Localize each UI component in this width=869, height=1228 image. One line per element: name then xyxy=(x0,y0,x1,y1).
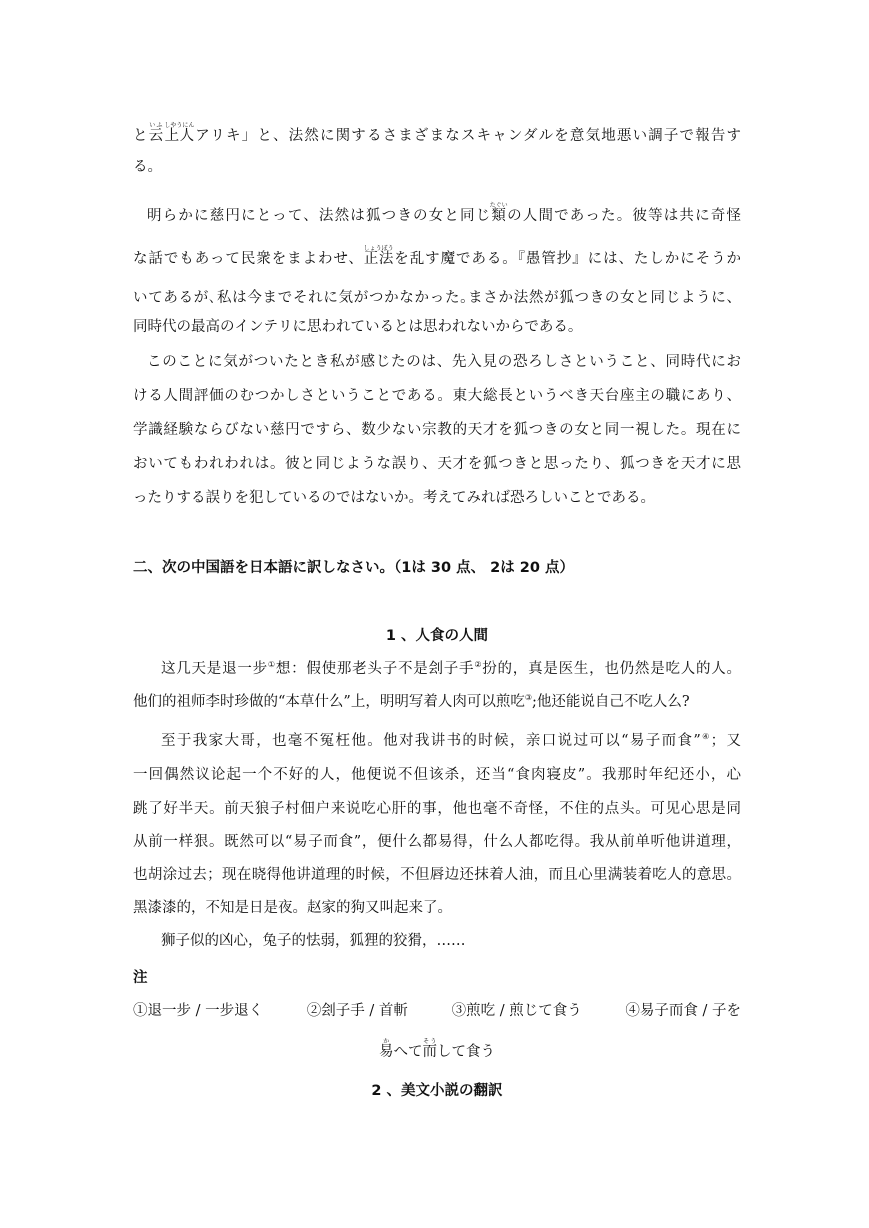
notes-row xyxy=(133,999,741,1020)
subsection2-title: 2 、美文小説の翻訳 xyxy=(371,1083,503,1099)
ruby-shounin: 上人しやうにん xyxy=(164,122,195,144)
note-4-continuation: 易かへて而そうして食う xyxy=(379,1038,495,1060)
footnote-mark-2: ② xyxy=(474,660,483,669)
footnote-mark-4: ④ xyxy=(700,732,711,741)
ruby-shoubou: 正法しょうぼう xyxy=(363,245,394,267)
zh-line-9: 狮子似的凶心，兔子的怯弱，狐狸的狡猾，…… xyxy=(161,933,466,949)
jp-text: アリキ」と、法然に関するさまざまなスキャンダルを意気地悪い調子で報告す xyxy=(194,128,742,144)
zh-line-1: 这几天是退一步①想：假使那老头子不是刽子手②扮的，真是医生，也仍然是吃人的人。 xyxy=(161,660,742,677)
jp-line-9: 学識経験ならびない慈円ですら、数少ない宗教的天才を狐つきの女と同一視した。現在に xyxy=(133,422,741,438)
zh-line-6: 从前一样狠。既然可以“易子而食”，便什么都易得，什么人都吃得。我从前单听他讲道理， xyxy=(133,834,741,850)
zh-line-5: 跳了好半天。前天狼子村佃户来说吃心肝的事，他也毫不奇怪，不住的点头。可见心思是同 xyxy=(133,801,741,817)
note-2: ②刽子手 / 首斬 xyxy=(306,1003,408,1019)
zh-line-3: 至于我家大哥，也毫不冤枉他。他对我讲书的时候，亲口说过可以“易子而食”④；又 xyxy=(161,732,742,749)
jp-line-5: いてあるが､私は今までそれに気がつかなかった｡まさか法然が狐つきの女と同じように、 xyxy=(133,290,741,306)
jp-line-2: る。 xyxy=(133,159,162,175)
jp-line-10: おいてもわれわれは。彼と同じような誤り、天才を狐つきと思ったり、狐つきを天才に思 xyxy=(133,456,741,472)
ruby-tagui: 類たぐい xyxy=(489,202,508,224)
zh-line-7: 也胡涂过去；现在晓得他讲道理的时候，不但唇边还抹着人油，而且心里满装着吃人的意思。 xyxy=(133,867,741,883)
jp-line-3: 明らかに慈円にとって、法然は狐つきの女と同じ類たぐいの人間であった。彼等は共に奇怪 xyxy=(147,202,741,224)
jp-text: と xyxy=(133,128,149,144)
footnote-mark-1: ① xyxy=(267,660,276,669)
notes-label: 注 xyxy=(133,970,148,986)
zh-line-4: 一回偶然议论起一个不好的人，他便说不但该杀，还当“食肉寝皮”。我那时年纪还小，心 xyxy=(133,767,741,783)
subsection1-title: 1 、人食の人間 xyxy=(385,628,489,644)
footnote-mark-3: ③ xyxy=(524,693,532,702)
note-3: ③煎吃 / 煎じて食う xyxy=(451,1003,582,1019)
ruby-ka: 易か xyxy=(379,1038,394,1060)
ruby-yuu: 云いふ xyxy=(148,122,165,144)
jp-line-11: ったりする誤りを犯しているのではないか。考えてみれば恐ろしいことである。 xyxy=(133,490,655,506)
zh-line-2: 他们的祖师李时珍做的“本草什么”上，明明写着人肉可以煎吃③;他还能说自己不吃人么? xyxy=(133,693,690,710)
jp-line-1 xyxy=(133,122,741,146)
zh-line-8: 黑漆漆的，不知是日是夜。赵家的狗又叫起来了。 xyxy=(133,900,452,916)
jp-line-6: 同時代の最高のインテリに思われているとは思われないからである。 xyxy=(133,319,583,335)
jp-line-7: このことに気がついたとき私が感じたのは、先入見の恐ろしさということ、同時代にお xyxy=(147,354,741,370)
section2-heading: 二、次の中国語を日本語に訳しなさい。（1は 30 点、 2は 20 点） xyxy=(133,560,575,576)
jp-line-4: な話でもあって民衆をまよわせ、正法しょうぼうを乱す魔である。『愚管抄』には、たしかにそうか xyxy=(133,245,741,267)
jp-line-8: ける人間評価のむつかしさということである。東大総長というべき天台座主の職にあり、 xyxy=(133,388,741,404)
note-4: ④易子而食 / 子を xyxy=(625,1003,741,1019)
note-1: ①退一步 / 一步退く xyxy=(133,1003,264,1019)
ruby-sou: 而そう xyxy=(422,1038,437,1060)
